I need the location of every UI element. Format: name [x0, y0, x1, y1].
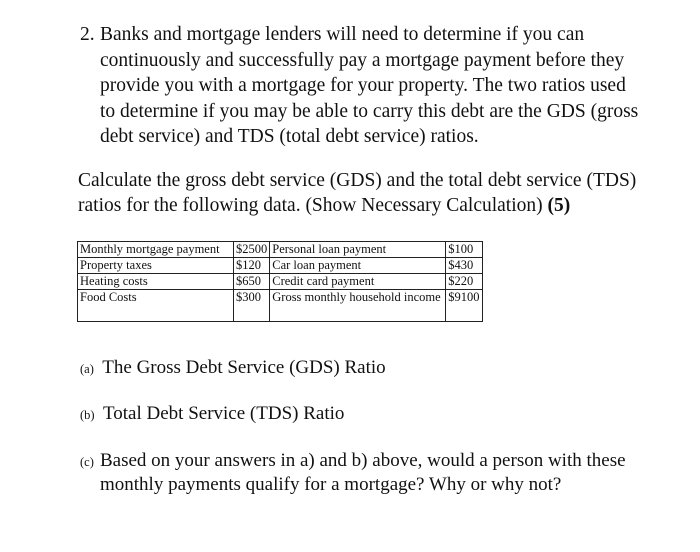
- question-intro-text: Banks and mortgage lenders will need to determine if you can continuously and successfully pay a mortgage payment before they provide you with a mortgage for your property. The two ratios used to determine if you may be able to carry this debt are the GDS (gross debt service) and TDS (total debt service) ratios.: [100, 24, 639, 147]
- part-c: [80, 449, 660, 497]
- table-cell: $220: [446, 274, 482, 290]
- table-cell: $9100: [446, 290, 482, 322]
- table-cell: Heating costs: [78, 274, 234, 290]
- table-cell: Credit card payment: [270, 274, 446, 290]
- table-cell: Personal loan payment: [270, 242, 446, 258]
- part-c-label: (c): [80, 455, 94, 469]
- question-block: [80, 22, 640, 150]
- data-table: [77, 241, 483, 322]
- table-cell: Monthly mortgage payment: [78, 242, 234, 258]
- part-b-label: (b): [80, 408, 95, 422]
- table-cell: Food Costs: [78, 290, 234, 322]
- instruction: [78, 168, 638, 218]
- table-cell: $650: [234, 274, 270, 290]
- part-c-text: Based on your answers in a) and b) above, would a person with these monthly payments qualify for a mortgage? Why or why not?: [100, 450, 626, 495]
- part-a: [80, 356, 640, 381]
- question-intro: [80, 22, 640, 150]
- part-b-text: Total Debt Service (TDS) Ratio: [103, 403, 345, 424]
- table-row: [78, 290, 483, 322]
- table-cell: $430: [446, 258, 482, 274]
- table-cell: $2500: [234, 242, 270, 258]
- table-row: [78, 274, 483, 290]
- table-cell: Car loan payment: [270, 258, 446, 274]
- table-cell: $100: [446, 242, 482, 258]
- table-cell: $120: [234, 258, 270, 274]
- table-row: [78, 258, 483, 274]
- part-a-text: The Gross Debt Service (GDS) Ratio: [102, 357, 386, 378]
- table-cell: $300: [234, 290, 270, 322]
- instruction-text: Calculate the gross debt service (GDS) and the total debt service (TDS) ratios for the following data. (Show Necessary Calculation): [78, 170, 637, 216]
- table-cell: Property taxes: [78, 258, 234, 274]
- table-row: [78, 242, 483, 258]
- marks: (5): [547, 195, 571, 216]
- question-number: 2.: [80, 24, 95, 45]
- part-a-label: (a): [80, 362, 94, 376]
- table-cell: Gross monthly household income: [270, 290, 446, 322]
- part-b: [80, 402, 640, 427]
